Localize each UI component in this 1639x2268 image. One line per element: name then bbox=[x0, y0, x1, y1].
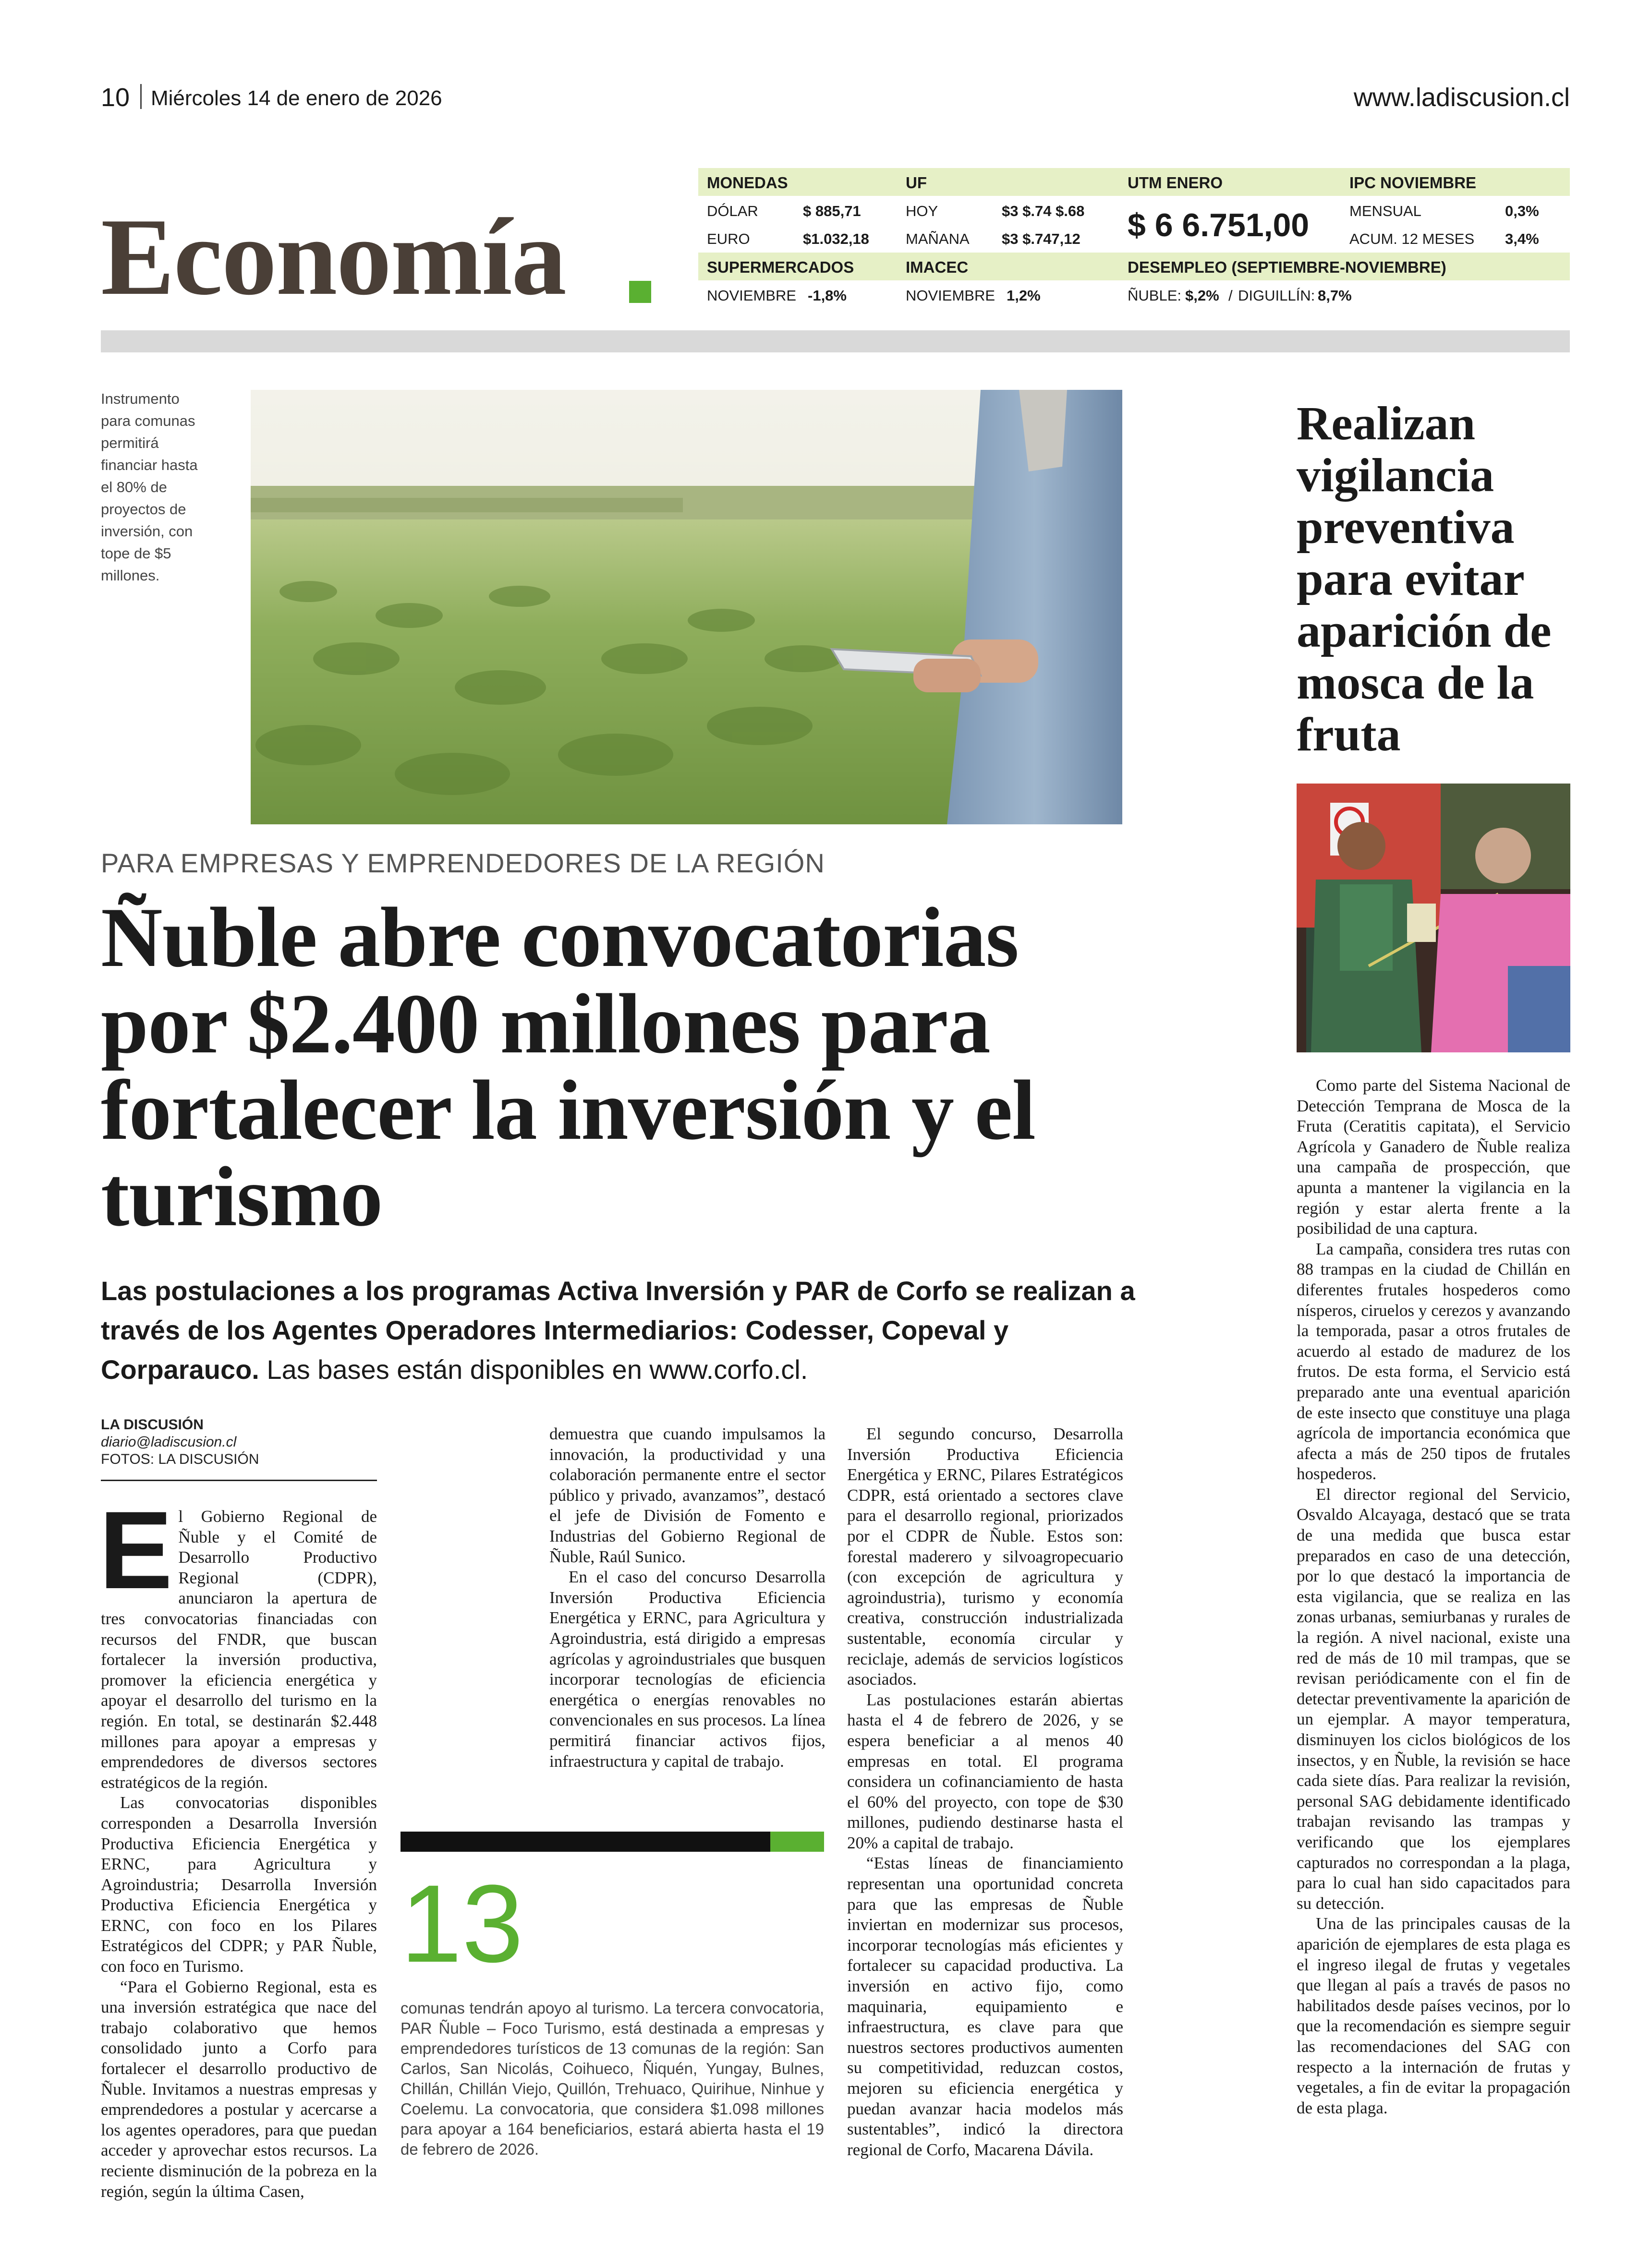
paragraph: El director regional del Servicio, Osvaldo Alcayaga, destacó que se trata de una medida que busca estar preparados en caso de una detección, por lo que destacó la importancia de esta vigilancia, que se realiza en las zonas urbanas, semiurbanas y rurales de la región. A nivel nacional, existe una red de más de 10 mil trampas, que se revisan periódicamente con el fin de detectar preventivamente la aparición de un ejemplar. A mayor temperatura, disminuyen los ciclos biológicos de los insectos, y en Ñuble, la revisión se hace cada siete días. Para realizar la revisión, personal SAG debidamente identificado trabajan revisando las trampas y verificando que los ejemplares capturados no correspondan a la plaga, para lo cual han sido capacitados para su detección. bbox=[1297, 1484, 1570, 1913]
imacec-value: 1,2% bbox=[1007, 287, 1041, 304]
paragraph: El segundo concurso, Desarrolla Inversión Productiva Eficiencia Energética y ERNC, Pilares Estratégicos CDPR, está orientado a sectores clave para el desarrollo regional, priorizados por el CDPR de Ñuble. Estos son: forestal maderero y silvoagropecuario (con excepción de agricultura y agroindustria), turismo y economía creativa, construcción industrializada sustentable, economía circular y reciclaje, además de servicios logísticos asociados. bbox=[847, 1424, 1123, 1689]
uf-manana-value: $3 $.747,12 bbox=[1002, 230, 1081, 247]
economic-indicators bbox=[698, 168, 1570, 309]
photo-caption: Instrumento para comunas permitirá financiar hasta el 80% de proyectos de inversión, con tope de $5 millones. bbox=[101, 390, 198, 584]
stat-number: 13 bbox=[401, 1862, 523, 1985]
page-number: 10 bbox=[101, 83, 130, 112]
ipc-acum-value: 3,4% bbox=[1505, 230, 1539, 247]
deck-bold: Las postulaciones a los programas Activa Inversión y PAR de Corfo se realizan a través de los Agentes Operadores Intermediarios: Codesser, Copeval y Corparauco. bbox=[101, 1276, 1135, 1385]
paragraph: Una de las principales causas de la aparición de ejemplares de esta plaga es el ingreso ilegal de frutas y vegetales que llegan al país a través de pasos no habilitados desde países vecinos, por lo que la recomendación es siempre seguir las recomendaciones del SAG con respecto a la internación de frutas y vegetales, a fin de evitar la propagación de esta plaga. bbox=[1297, 1914, 1570, 2117]
article-deck bbox=[101, 1271, 1138, 1389]
ipc-heading: IPC NOVIEMBRE bbox=[1349, 174, 1477, 192]
paragraph: Las convocatorias disponibles corresponden a Desarrolla Inversión Productiva Eficiencia Energética y ERNC, para Agricultura y Agroindustria; Desarrolla Inversión Productiva Eficiencia Energética y ERNC, con foco en los Pilares Estratégicos del CDPR; y PAR Ñuble, con foco en Turismo. bbox=[101, 1793, 377, 1976]
euro-label: EURO bbox=[707, 230, 750, 247]
deck-regular: Las bases están disponibles en www.corfo.cl. bbox=[259, 1354, 808, 1385]
byline-email[interactable]: diario@ladiscusion.cl bbox=[101, 1434, 237, 1450]
side-article-column bbox=[1297, 1075, 1570, 2118]
paragraph: Las postulaciones estarán abiertas hasta el 4 de febrero de 2026, y se espera beneficiar a al menos 40 empresas en total. El programa considera un cofinanciamiento de hasta el 60% del proyecto, con tope de $30 millones, pudiendo destinarse hasta el 20% a capital de trabajo. bbox=[847, 1690, 1123, 1852]
desempleo-diguillin-value: 8,7% bbox=[1318, 287, 1352, 304]
ipc-acum-label: ACUM. 12 MESES bbox=[1349, 230, 1475, 247]
paragraph: En el caso del concurso Desarrolla Inversión Productiva Eficiencia Energética y ERNC, para Agricultura y Agroindustria, está dirigido a empresas agrícolas y agroindustriales que busquen incorporar tecnologías de eficiencia energética o energías renovables no convencionales en sus procesos. La línea permitirá financiar activos fijos, infraestructura y capital de trabajo. bbox=[549, 1568, 826, 1771]
desempleo-nuble-value: $,2% bbox=[1185, 287, 1219, 304]
desempleo-nuble-label: ÑUBLE: bbox=[1128, 287, 1181, 304]
desempleo-separator: / bbox=[1228, 287, 1233, 304]
byline bbox=[101, 1416, 259, 1468]
side-headline: Realizan vigilancia preventiva para evitar aparición de mosca de la fruta bbox=[1297, 397, 1552, 761]
imacec-heading: IMACEC bbox=[906, 258, 969, 276]
article-column-2 bbox=[549, 1424, 826, 1772]
section-dot bbox=[629, 281, 651, 303]
desempleo-diguillin-label: DIGUILLÍN: bbox=[1238, 287, 1315, 304]
stat-text: comunas tendrán apoyo al turismo. La tercera convocatoria, PAR Ñuble – Foco Turismo, está destinada a empresas y emprendedores turísticos de 13 comunas de la región: San Carlos, San Nicolás, Coihueco, Ñiquén, Yungay, Bulnes, Chillán, Chillán Viejo, Quillón, Trehuaco, Quirihue, Ninhue y Coelemu. La convocatoria, que considera $1.098 millones para apoyar a 164 beneficiarios, estará abierta hasta el 19 de febrero de 2026. bbox=[401, 1999, 824, 2158]
article-column-3 bbox=[847, 1424, 1123, 2160]
field-tablet-illustration bbox=[251, 390, 1122, 824]
paragraph: Como parte del Sistema Nacional de Detección Temprana de Mosca de la Fruta (Ceratitis capitata), el Servicio Agrícola y Ganadero de Ñuble realiza una campaña de prospección, que apunta a mantener la vigilancia en la región y estar alerta frente a la posibilidad de una captura. bbox=[1297, 1076, 1570, 1238]
byline-name: LA DISCUSIÓN bbox=[101, 1417, 204, 1433]
section-divider-bar bbox=[101, 330, 1570, 352]
paragraph: demuestra que cuando impulsamos la innovación, la productividad y una colaboración permanente entre el sector público y privado, avanzamos”, destacó el jefe de División de Fomento e Industrias del Gobierno Regional de Ñuble, Raúl Sunico. bbox=[549, 1424, 826, 1566]
ipc-mensual-value: 0,3% bbox=[1505, 203, 1539, 219]
euro-value: $1.032,18 bbox=[803, 230, 869, 247]
inspectors-illustration bbox=[1297, 784, 1570, 1052]
site-url[interactable]: www.ladiscusion.cl bbox=[1353, 83, 1570, 112]
paragraph: La campaña, considera tres rutas con 88 trampas en la ciudad de Chillán en diferentes frutales hospederos como nísperos, ciruelos y cerezos y avanzando la temporada, pasar a otros frutales de acuerdo al estado de madurez de los frutos. De esta forma, el Servicio está preparado ante una eventual aparición de este insecto que constituye una plaga agrícola de importancia económica que afecta a más de 250 tipos de frutales hospederos. bbox=[1297, 1239, 1570, 1484]
supermercados-heading: SUPERMERCADOS bbox=[707, 258, 854, 276]
supermercados-value: -1,8% bbox=[808, 287, 847, 304]
header-separator bbox=[140, 84, 142, 109]
article-column-1 bbox=[99, 1488, 377, 2202]
byline-rule bbox=[101, 1480, 377, 1481]
uf-hoy-label: HOY bbox=[906, 203, 938, 219]
dolar-value: $ 885,71 bbox=[803, 203, 861, 219]
main-photo bbox=[251, 390, 1122, 824]
paragraph bbox=[99, 1488, 377, 1793]
stat-bar-accent bbox=[770, 1832, 824, 1852]
desempleo-heading: DESEMPLEO (SEPTIEMBRE-NOVIEMBRE) bbox=[1128, 258, 1446, 276]
paragraph: “Estas líneas de financiamiento representan una oportunidad concreta para que las empresas de Ñuble inviertan en modernizar sus procesos, incorporar tecnologías más eficientes y fortalecer su capacidad productiva. La inversión en activo fijo, como maquinaria, equipamiento e infraestructura, es clave para que nuestros sectores productivos aumenten su competitividad, reduzcan costos, mejoren su eficiencia energética y puedan avanzar hacia modelos más sustentables”, indicó la directora regional de Corfo, Macarena Dávila. bbox=[847, 1854, 1123, 2159]
paragraph-text: l Gobierno Regional de Ñuble y el Comité de Desarrollo Productivo Regional (CDPR), anunciaron la apertura de tres convocatorias financiadas con recursos del FNDR, que buscan fortalecer la inversión productiva, promover la eficiencia energética y apoyar el desarrollo del turismo en la región. En total, se destinarán $2.448 millones para apoyar a empresas y emprendedores de diversos sectores estratégicos de la región. bbox=[101, 1507, 377, 1792]
supermercados-label: NOVIEMBRE bbox=[707, 287, 797, 304]
uf-manana-label: MAÑANA bbox=[906, 230, 970, 247]
side-photo bbox=[1297, 784, 1570, 1052]
drop-cap: E bbox=[99, 1488, 173, 1612]
utm-value: $ 6 6.751,00 bbox=[1128, 207, 1310, 243]
paragraph: “Para el Gobierno Regional, esta es una inversión estratégica que nace del trabajo colaborativo que hemos consolidado junto a Corfo para fortalecer el desarrollo productivo de Ñuble. Invitamos a nuestras empresas y emprendedores a postular y acercarse a los agentes operadores, para que puedan acceder y aprovechar estos recursos. La reciente disminución de la pobreza en la región, según la última Casen, bbox=[101, 1977, 377, 2201]
article-kicker: PARA EMPRESAS Y EMPRENDEDORES DE LA REGIÓN bbox=[101, 848, 825, 878]
dolar-label: DÓLAR bbox=[707, 203, 758, 219]
section-title: Economía bbox=[101, 195, 566, 318]
issue-date: Miércoles 14 de enero de 2026 bbox=[151, 86, 442, 110]
uf-hoy-value: $3 $.74 $.68 bbox=[1002, 203, 1085, 219]
imacec-label: NOVIEMBRE bbox=[906, 287, 996, 304]
main-headline: Ñuble abre convocatorias por $2.400 millones para fortalecer la inversión y el turismo bbox=[101, 890, 1035, 1244]
ipc-mensual-label: MENSUAL bbox=[1349, 203, 1421, 219]
uf-heading: UF bbox=[906, 174, 927, 192]
byline-photos: FOTOS: LA DISCUSIÓN bbox=[101, 1451, 259, 1467]
stat-bar bbox=[401, 1832, 770, 1852]
monedas-heading: MONEDAS bbox=[707, 174, 788, 192]
utm-heading: UTM ENERO bbox=[1128, 174, 1223, 192]
